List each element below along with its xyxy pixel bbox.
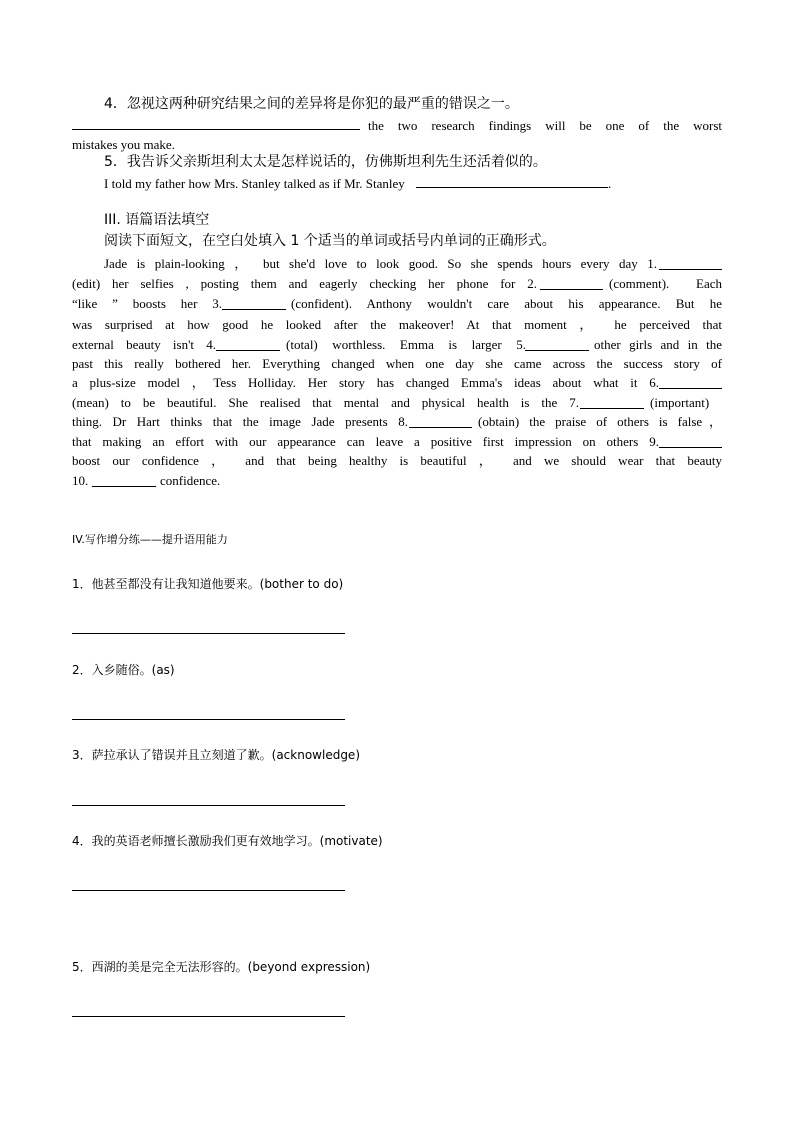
- passage-text: (obtain) the praise of others is false，: [478, 414, 722, 429]
- writing-question-2: 2．入乡随俗。(as): [72, 663, 175, 677]
- blank-10[interactable]: [92, 474, 156, 487]
- passage-text: thing. Dr Hart thinks that the image Jade presents 8.: [72, 414, 408, 429]
- item5-chinese: 5．我告诉父亲斯坦利太太是怎样说话的，仿佛斯坦利先生还活着似的。: [104, 154, 547, 170]
- passage-text: (total) worthless. Emma is larger 5.: [286, 337, 526, 352]
- passage-text: (comment). Each: [609, 276, 722, 291]
- blank-8[interactable]: [409, 415, 472, 428]
- blank-5[interactable]: [525, 338, 589, 351]
- item4-blank[interactable]: [72, 117, 360, 130]
- blank-6[interactable]: [659, 376, 722, 389]
- writing-question-3: 3．萨拉承认了错误并且立刻道了歉。(acknowledge): [72, 748, 360, 762]
- section3-title: III. 语篇语法填空: [104, 212, 210, 228]
- blank-4[interactable]: [216, 338, 280, 351]
- passage-text: (important): [650, 395, 710, 410]
- item4-chinese: 4．忽视这两种研究结果之间的差异将是你犯的最严重的错误之一。: [104, 96, 519, 112]
- passage-text: confidence.: [160, 473, 221, 488]
- answer-line-5[interactable]: [72, 1016, 345, 1017]
- section3-instruction: 阅读下面短文，在空白处填入 1 个适当的单词或括号内单词的正确形式。: [104, 233, 556, 249]
- answer-line-3[interactable]: [72, 805, 345, 806]
- passage-text: that making an effort with our appearance can leave a positive first impression on others 9.: [72, 434, 659, 449]
- passage-line-11: boost our confidence ， and that being healthy is beautiful ， and we should wear that beauty: [72, 453, 722, 468]
- item5-period: .: [608, 176, 612, 191]
- answer-line-2[interactable]: [72, 719, 345, 720]
- blank-1[interactable]: [659, 257, 722, 270]
- blank-3[interactable]: [222, 297, 286, 310]
- passage-text: “like ” boosts her 3.: [72, 296, 222, 311]
- passage-text: a plus-size model ，Tess Holliday. Her story has changed Emma's ideas about what it 6.: [72, 375, 659, 390]
- passage-line-4: was surprised at how good he looked after the makeover! At that moment ， he perceived that: [72, 317, 722, 332]
- item4-english-end: mistakes you make.: [72, 137, 175, 152]
- writing-question-4: 4．我的英语老师擅长激励我们更有效地学习。(motivate): [72, 834, 383, 848]
- writing-question-5: 5．西湖的美是完全无法形容的。(beyond expression): [72, 960, 371, 974]
- item5-blank[interactable]: [416, 175, 608, 188]
- blank-2[interactable]: [540, 277, 603, 290]
- passage-text: (edit) her selfies , posting them and eagerly checking her phone for 2.: [72, 276, 537, 291]
- passage-text: 10.: [72, 473, 89, 488]
- item5-english-text: I told my father how Mrs. Stanley talked as if Mr. Stanley: [104, 176, 405, 191]
- item4-english-line: [72, 116, 722, 136]
- passage-line-6: past this really bothered her. Everything changed when one day she came across the success story of: [72, 356, 722, 371]
- section4-title: IV.写作增分练——提升语用能力: [72, 533, 228, 546]
- passage-text: Jade is plain-looking ， but she'd love to look good. So she spends hours every day 1.: [104, 256, 657, 271]
- answer-line-1[interactable]: [72, 633, 345, 634]
- passage-text: (confident). Anthony wouldn't care about his appearance. But he: [291, 296, 722, 311]
- passage-text: (mean) to be beautiful. She realised that mental and physical health is the 7.: [72, 395, 579, 410]
- item4-english-text: the two research findings will be one of the worst: [368, 118, 722, 133]
- blank-9[interactable]: [659, 435, 722, 448]
- passage-text: other girls and in the: [594, 337, 722, 352]
- writing-question-1: 1．他甚至都没有让我知道他要来。(bother to do): [72, 577, 344, 591]
- answer-line-4[interactable]: [72, 890, 345, 891]
- item5-english-line: [104, 174, 704, 194]
- passage-text: external beauty isn't 4.: [72, 337, 216, 352]
- blank-7[interactable]: [580, 396, 644, 409]
